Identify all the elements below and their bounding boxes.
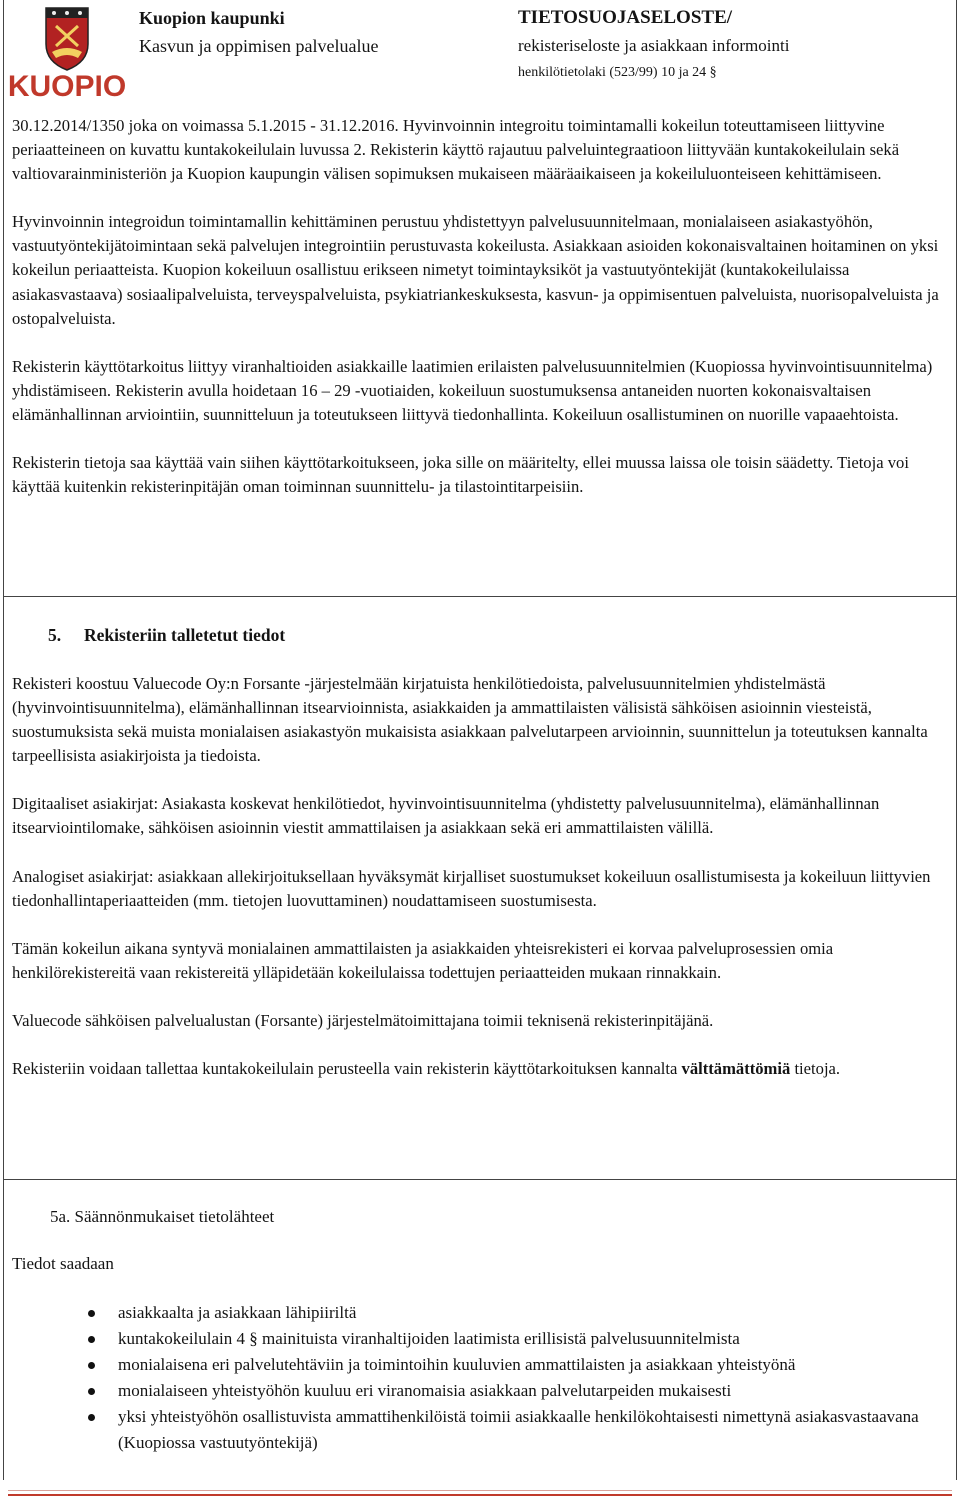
- paragraph: Rekisterin tietoja saa käyttää vain siihen käyttötarkoitukseen, joka sille on määritelty, ellei muussa laissa ole toisin säädetty. Tietoja voi käyttää kuitenkin rekisterinpitäjän oman toiminnan suunnittelu- ja tilastointitarpeisiin.: [12, 453, 909, 497]
- emphasis-text: välttämättömiä: [681, 1059, 791, 1079]
- org-name: Kuopion kaupunki: [139, 8, 285, 28]
- list-item: monialaiseen yhteistyöhön kuuluu eri viranomaisia asiakkaan palvelutarpeiden mukaisesti: [68, 1378, 948, 1404]
- list-item: kuntakokeilulain 4 § mainituista viranhaltijoiden laatimista erillisistä palvelusuunnitelmista: [68, 1326, 948, 1352]
- bullet-icon: [88, 1414, 95, 1421]
- section-5a-lead: Tiedot saadaan: [12, 1254, 114, 1273]
- paragraph: Rekisteri koostuu Valuecode Oy:n Forsante -järjestelmään kirjatuista henkilötiedoista, palvelusuunnitelmien yhdistelmästä (hyvinvointisuunnitelma), elämänhallinnan itsearvioinnista, asiakkaiden ja ammattilaisten välisistä sähköisen asioinnin viesteistä, suostumuksista sekä muista monialaisen asiakastyön mukaisista asiakkaan palvelutarpeen arvioinnin, suunnittelun ja toteutuksen kannalta tarpeellisista asiakirjoista ja tiedoista.: [12, 674, 928, 766]
- section-number: 5.: [48, 625, 62, 645]
- paragraph: [12, 1057, 952, 1081]
- footer-rule: [8, 1494, 952, 1496]
- logo-wordmark: KUOPIO: [7, 70, 127, 103]
- list-item: asiakkaalta ja asiakkaan lähipiiriltä: [68, 1300, 948, 1326]
- footer-rule-light: [8, 1490, 952, 1491]
- bullet-icon: [88, 1310, 95, 1317]
- paragraph: Analogiset asiakirjat: asiakkaan allekirjoituksellaan hyväksymät kirjalliset suostumukset kokeiluun osallistumisesta ja kokeiluun liittyvien tiedonhallintaperiaatteiden (mm. tietojen luovuttaminen) noudattamiseen suostumisesta.: [12, 866, 931, 910]
- doc-subtitle: rekisteriseloste ja asiakkaan informointi: [518, 36, 790, 55]
- paragraph: Digitaaliset asiakirjat: Asiakasta koskevat henkilötiedot, hyvinvointisuunnitelma (yhdistetty palvelusuunnitelma), elämänhallinnan itsearviointilomake, sähköisen asioinnin viestit ammattilaisen ja asiakkaan sekä eri ammattilaisten välillä.: [12, 794, 880, 838]
- paragraph: Valuecode sähköisen palvelualustan (Forsante) järjestelmätoimittajana toimii teknisenä rekisterinpitäjänä.: [12, 1010, 714, 1030]
- doc-law-reference: henkilötietolaki (523/99) 10 ja 24 §: [518, 65, 717, 80]
- paragraph: Rekisterin käyttötarkoitus liittyy viranhaltioiden asiakkaille laatimien erilaisten palvelusuunnitelmien (Kuopiossa hyvinvointisuunnitelma) yhdistämiseen. Rekisterin avulla hoidetaan 16 – 29 -vuotiaiden, kokeiluun suostumuksensa antaneiden nuorten kokonaisvaltaisen elämänhallinnan arviointiin, suunnitteluun ja toteutukseen liittyvä tiedonhallinta. Kokeiluun osallistuminen on nuorille vapaaehtoista.: [12, 356, 933, 424]
- section-5-body: [12, 672, 952, 1081]
- text-run: tietoja.: [790, 1059, 841, 1079]
- paragraph: 30.12.2014/1350 joka on voimassa 5.1.2015 - 31.12.2016. Hyvinvoinnin integroitu toimintamalli kokeilun toteuttamiseen liittyvine periaatteineen on kuvattu kuntakokeilulain luvussa 2. Rekisterin käyttö rajautuu palveluintegraatioon liittyvään kuntakokeilulain sekä valtiovarainministeriön ja Kuopion kaupungin välisen sopimuksen mukaiseen määräaikaiseen ja kokeiluluonteiseen kehittämiseen.: [12, 116, 900, 184]
- bullet-icon: [88, 1388, 95, 1395]
- bullet-icon: [88, 1336, 95, 1343]
- org-unit: Kasvun ja oppimisen palvelualue: [139, 36, 379, 56]
- source-list: [68, 1300, 948, 1456]
- list-item: yksi yhteistyöhön osallistuvista ammattihenkilöistä toimii asiakkaalle henkilökohtaisesti nimettynä asiakasvastaavana (Kuopiossa vastuutyöntekijä): [68, 1404, 948, 1456]
- section-5-heading: [48, 622, 285, 648]
- bullet-icon: [88, 1362, 95, 1369]
- section-5a-heading: 5a. Säännönmukaiset tietolähteet: [50, 1207, 275, 1226]
- doc-title: TIETOSUOJASELOSTE/: [518, 7, 733, 28]
- list-item: monialaisena eri palvelutehtäviin ja toimintoihin kuuluvien ammattilaisten ja asiakkaan yhteistyönä: [68, 1352, 948, 1378]
- text-run: Rekisteriin voidaan tallettaa kuntakokeilulain perusteella vain rekisterin käyttötarkoituksen kannalta: [12, 1059, 682, 1079]
- section-title: Rekisteriin talletetut tiedot: [84, 625, 286, 645]
- upper-text-block: [12, 114, 952, 499]
- paragraph: Tämän kokeilun aikana syntyvä monialainen ammattilaisten ja asiakkaiden yhteisrekisteri ei korvaa palveluprosessien omia henkilörekistereitä vaan rekistereitä ylläpidetään kokeilulaissa todettujen periaatteiden mukaan rinnakkain.: [12, 938, 834, 982]
- paragraph: Hyvinvoinnin integroidun toimintamallin kehittäminen perustuu yhdistettyyn palvelusuunnitelmaan, monialaiseen asiakastyöhön, vastuutyöntekijätoimintaan sekä palvelujen integrointiin perustuvasta kokeilusta. Asiakkaan asioiden kokonaisvaltainen hoitaminen on yksi kokeilun periaatteista. Kuopion kokeiluun osallistuu erikseen nimetyt toimintayksiköt ja vastuutyöntekijät (kuntakokeilulaissa asiakasvastaava) sosiaalipalveluista, terveyspalveluista, psykiatriankeskuksesta, kasvun- ja oppimisentuen palveluista, nuorisopalveluista ja ostopalveluista.: [12, 212, 939, 328]
